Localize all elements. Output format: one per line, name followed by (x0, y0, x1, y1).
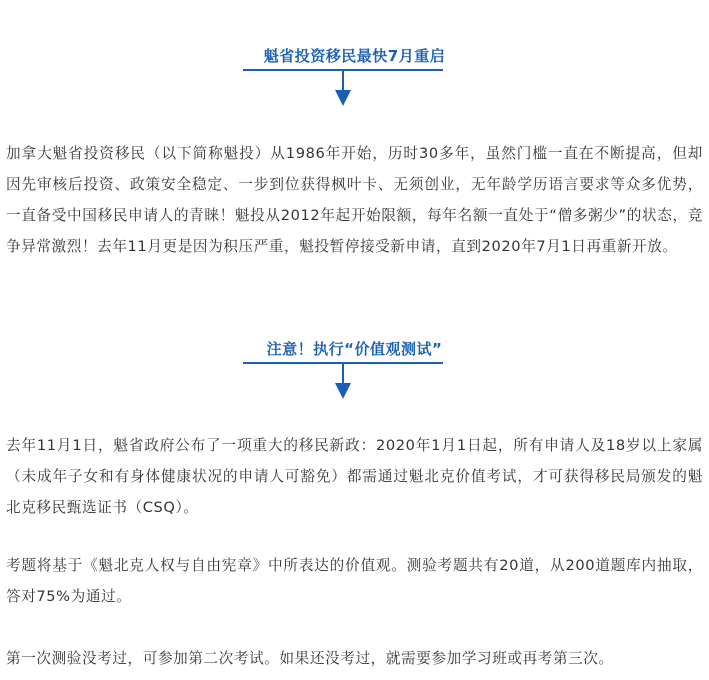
section2-title: 注意！执行“价值观测试” (266, 340, 443, 358)
section1-title: 魁省投资移民最快7月重启 (263, 47, 446, 65)
section2-paragraph-1: 去年11月1日，魁省政府公布了一项重大的移民新政：2020年1月1日起，所有申请人及18岁以上家属（未成年子女和有身体健康状况的申请人可豁免）都需通过魁北克价值考试，才可获得移民局颁发的魁北克移民甄选证书（CSQ）。 (6, 437, 703, 516)
section2-down-arrow-icon (335, 383, 351, 399)
section2-paragraph-2: 考题将基于《魁北克人权与自由宪章》中所表达的价值观。测验考题共有20道，从200道题库内抽取，答对75%为通过。 (6, 557, 703, 605)
section2-paragraph-3: 第一次测验没考过，可参加第二次考试。如果还没考过，就需要参加学习班或再考第三次。 (6, 650, 614, 667)
section1-down-arrow-icon (335, 90, 351, 106)
section1-paragraph: 加拿大魁省投资移民（以下简称魁投）从1986年开始，历时30多年，虽然门槛一直在不断提高，但却因先审核后投资、政策安全稳定、一步到位获得枫叶卡、无须创业，无年龄学历语言要求等众多优势，一直备受中国移民申请人的青睐！魁投从2012年起开始限额，每年名额一直处于“僧多粥少”的状态，竞争异常激烈！去年11月更是因为积压严重，魁投暂停接受新申请，直到2020年7月1日再重新开放。 (6, 145, 703, 255)
section1-header (0, 46, 709, 65)
section2-header (0, 339, 709, 358)
